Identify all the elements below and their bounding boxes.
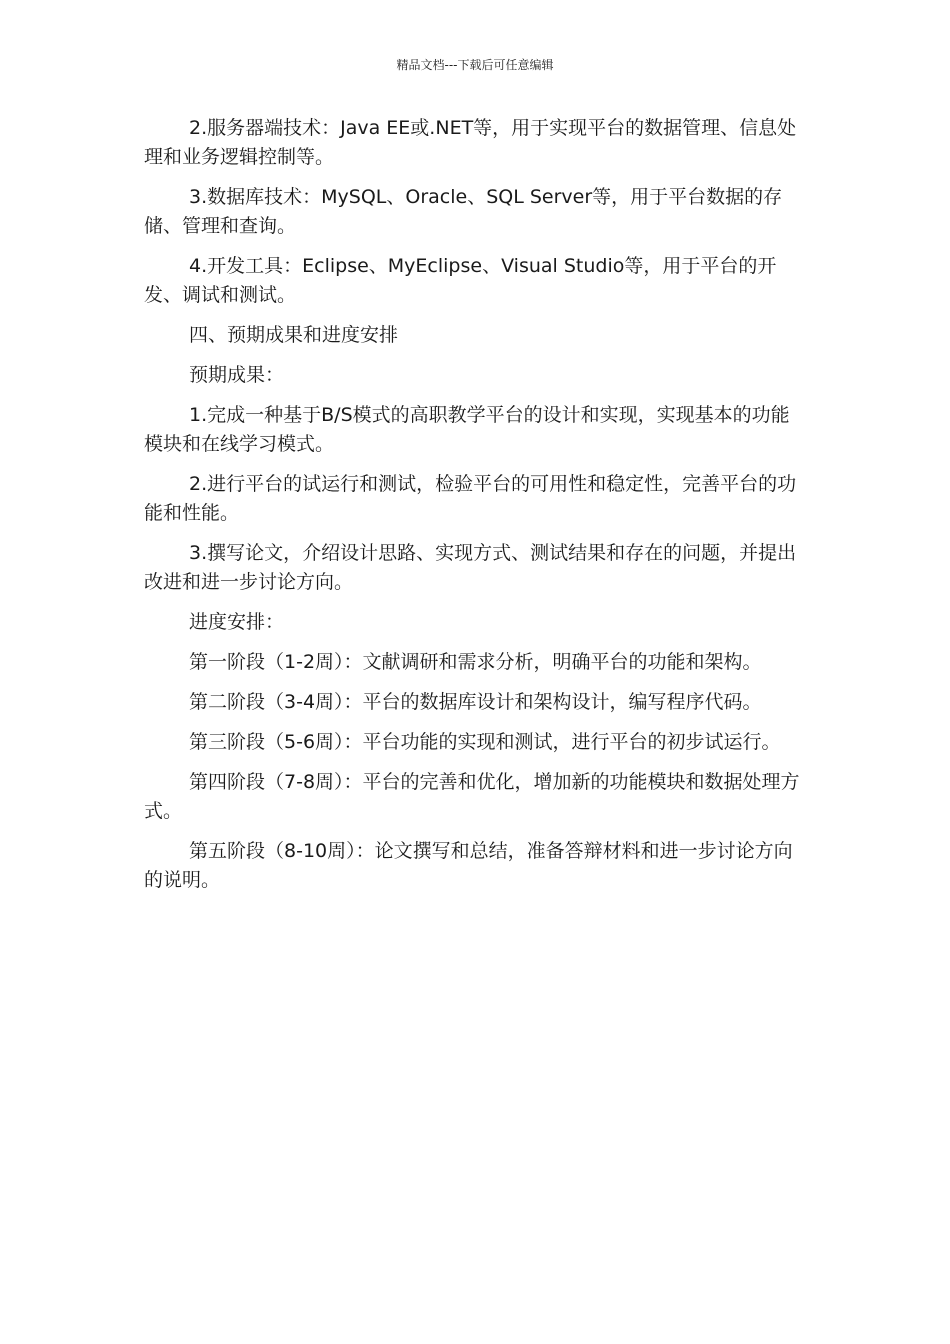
paragraph-phase-1: 第一阶段（1-2周）：文献调研和需求分析，明确平台的功能和架构。: [189, 651, 762, 673]
page-header: 精品文档---下载后可任意编辑: [396, 58, 554, 72]
paragraph-outcome-3: 3.撰写论文，介绍设计思路、实现方式、测试结果和存在的问题，并提出改进和进一步讨论方向。: [144, 542, 797, 593]
paragraph-phase-4: 第四阶段（7-8周）：平台的完善和优化，增加新的功能模块和数据处理方式。: [144, 771, 800, 822]
paragraph-outcome-2: 2.进行平台的试运行和测试，检验平台的可用性和稳定性，完善平台的功能和性能。: [144, 473, 797, 524]
subheading-schedule: 进度安排：: [189, 611, 285, 633]
paragraph-server-tech: 2.服务器端技术：Java EE或.NET等，用于实现平台的数据管理、信息处理和业务逻辑控制等。: [144, 117, 797, 168]
subheading-expected-outcomes: 预期成果：: [189, 364, 285, 386]
paragraph-phase-5: 第五阶段（8-10周）：论文撰写和总结，准备答辩材料和进一步讨论方向的说明。: [144, 840, 793, 891]
document-body: [144, 114, 804, 906]
section-heading-outcomes-schedule: 四、预期成果和进度安排: [189, 324, 399, 346]
paragraph-outcome-1: 1.完成一种基于B/S模式的高职教学平台的设计和实现，实现基本的功能模块和在线学习模式。: [144, 404, 790, 455]
paragraph-dev-tools: 4.开发工具：Eclipse、MyEclipse、Visual Studio等，用于平台的开发、调试和测试。: [144, 255, 777, 306]
paragraph-phase-2: 第二阶段（3-4周）：平台的数据库设计和架构设计，编写程序代码。: [189, 691, 762, 713]
paragraph-database-tech: 3.数据库技术：MySQL、Oracle、SQL Server等，用于平台数据的存储、管理和查询。: [144, 186, 783, 237]
paragraph-phase-3: 第三阶段（5-6周）：平台功能的实现和测试，进行平台的初步试运行。: [189, 731, 781, 753]
